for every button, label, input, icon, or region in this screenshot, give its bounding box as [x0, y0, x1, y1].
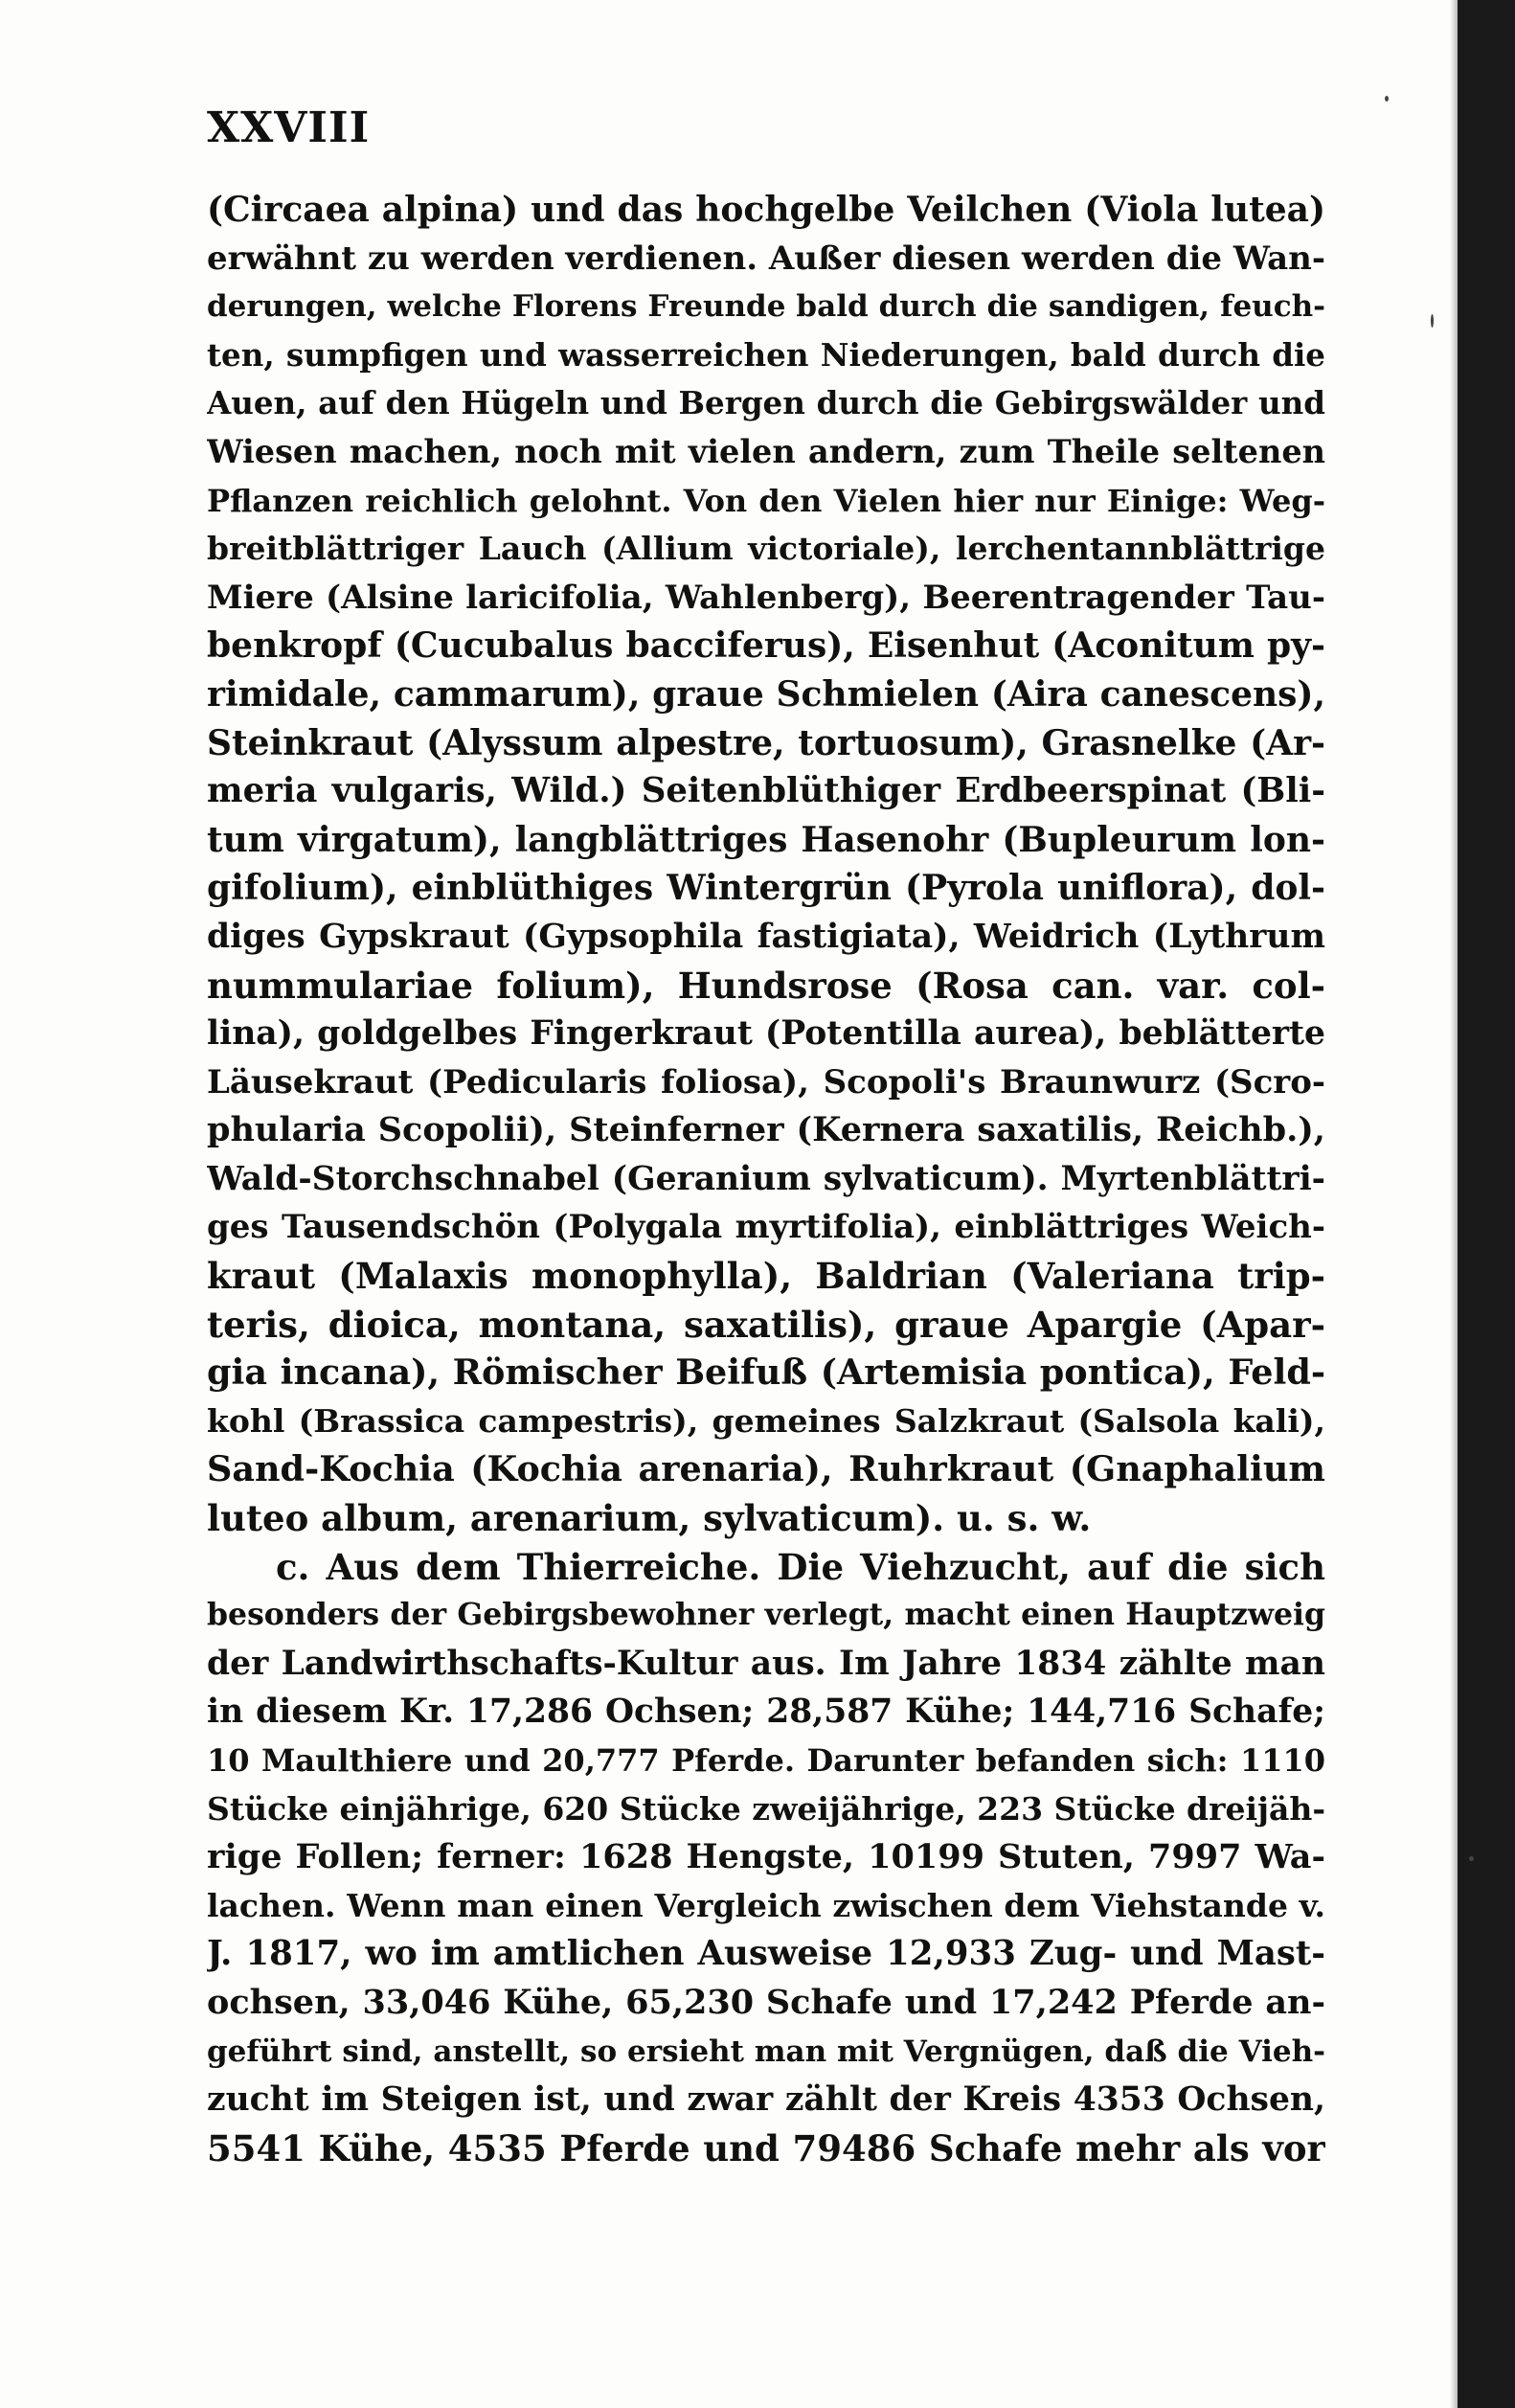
text-line: Wiesen machen, noch mit vielen andern, zum Theile seltenen: [207, 432, 1325, 470]
text-line: 10 Maulthiere und 20,777 Pferde. Darunter befanden sich: 1110: [207, 1742, 1325, 1779]
section-heading-line: c. Aus dem Thierreiche. Die Viehzucht, auf die sich: [276, 1545, 1325, 1588]
text-line: besonders der Gebirgsbewohner verlegt, macht einen Hauptzweig: [207, 1597, 1325, 1633]
text-line: kraut (Malaxis monophylla), Baldrian (Valeriana trip-: [207, 1255, 1325, 1298]
text-line: Pflanzen reichlich gelohnt. Von den Vielen hier nur Einige: Weg-: [207, 482, 1325, 519]
scan-speck: [1431, 314, 1434, 328]
text-line: lina), goldgelbes Fingerkraut (Potentilla aurea), beblätterte: [207, 1014, 1325, 1054]
text-line: J. 1817, wo im amtlichen Ausweise 12,933 Zug- und Mast-: [207, 1934, 1325, 1974]
text-line: breitblättriger Lauch (Allium victoriale), lerchentannblättrige: [207, 530, 1325, 568]
text-line: in diesem Kr. 17,286 Ochsen; 28,587 Kühe; 144,716 Schafe;: [207, 1692, 1325, 1732]
text-line: phularia Scopolii), Steinferner (Kernera saxatilis, Reichb.),: [207, 1110, 1325, 1150]
text-line: Steinkraut (Alyssum alpestre, tortuosum), Grasnelke (Ar-: [207, 722, 1325, 763]
text-line: 5541 Kühe, 4535 Pferde und 79486 Schafe mehr als vor: [207, 2126, 1325, 2169]
text-line: geführt sind, anstellt, so ersieht man mit Vergnügen, daß die Vieh-: [207, 2033, 1325, 2069]
text-line: diges Gypskraut (Gypsophila fastigiata), Weidrich (Lythrum: [207, 917, 1325, 956]
text-line: gia incana), Römischer Beifuß (Artemisia pontica), Feld-: [207, 1352, 1325, 1394]
page-edge-shadow: [1458, 0, 1515, 2408]
text-line: nummulariae folium), Hundsrose (Rosa can. var. col-: [207, 964, 1325, 1007]
text-line: benkropf (Cucubalus bacciferus), Eisenhut (Aconitum py-: [207, 625, 1325, 667]
text-line: rimidale, cammarum), graue Schmielen (Aira canescens),: [207, 673, 1325, 715]
text-line: erwähnt zu werden verdienen. Außer diesen werden die Wan-: [207, 239, 1325, 278]
text-line: teris, dioica, montana, saxatilis), graue Apargie (Apar-: [207, 1303, 1325, 1346]
text-line: Wald-Storchschnabel (Geranium sylvaticum). Myrtenblättri-: [207, 1159, 1325, 1198]
text-line: der Landwirthschafts-Kultur aus. Im Jahre 1834 zählte man: [207, 1644, 1325, 1683]
page-number: XXVIII: [207, 103, 371, 152]
text-line: derungen, welche Florens Freunde bald durch die sandigen, feuch-: [207, 289, 1325, 325]
text-line: ges Tausendschön (Polygala myrtifolia), einblättriges Weich-: [207, 1208, 1325, 1247]
page-body-text: [207, 186, 1325, 2172]
text-line: lachen. Wenn man einen Vergleich zwischen dem Viehstande v.: [207, 1886, 1325, 1924]
text-line: meria vulgaris, Wild.) Seitenblüthiger Erdbeerspinat (Bli-: [207, 771, 1325, 811]
text-line: zucht im Steigen ist, und zwar zählt der Kreis 4353 Ochsen,: [207, 2080, 1325, 2120]
text-line: rige Follen; ferner: 1628 Hengste, 10199 Stuten, 7997 Wa-: [207, 1837, 1325, 1877]
text-line: ten, sumpfigen und wasserreichen Niederungen, bald durch die: [207, 335, 1325, 374]
text-line: Miere (Alsine laricifolia, Wahlenberg), Beerentragender Tau-: [207, 578, 1325, 617]
text-line: ochsen, 33,046 Kühe, 65,230 Schafe und 17,242 Pferde an-: [207, 1982, 1325, 2022]
text-line: tum virgatum), langblättriges Hasenohr (Bupleurum lon-: [207, 819, 1325, 860]
text-line: (Circaea alpina) und das hochgelbe Veilchen (Viola lutea): [207, 190, 1325, 230]
text-line: Sand-Kochia (Kochia arenaria), Ruhrkraut (Gnaphalium: [207, 1448, 1325, 1490]
text-line: kohl (Brassica campestris), gemeines Salzkraut (Salsola kali),: [207, 1401, 1325, 1440]
text-line: luteo album, arenarium, sylvaticum). u. s. w.: [207, 1497, 1092, 1540]
text-line: Auen, auf den Hügeln und Bergen durch die Gebirgswälder und: [207, 384, 1325, 422]
text-line: Läusekraut (Pedicularis foliosa), Scopoli's Braunwurz (Scro-: [207, 1062, 1325, 1102]
text-line: gifolium), einblüthiges Wintergrün (Pyrola uniflora), dol-: [207, 868, 1325, 909]
scan-speck: [1385, 96, 1389, 102]
text-line: Stücke einjährige, 620 Stücke zweijährige, 223 Stücke dreijäh-: [207, 1789, 1325, 1828]
scan-speck: [1469, 1856, 1474, 1861]
